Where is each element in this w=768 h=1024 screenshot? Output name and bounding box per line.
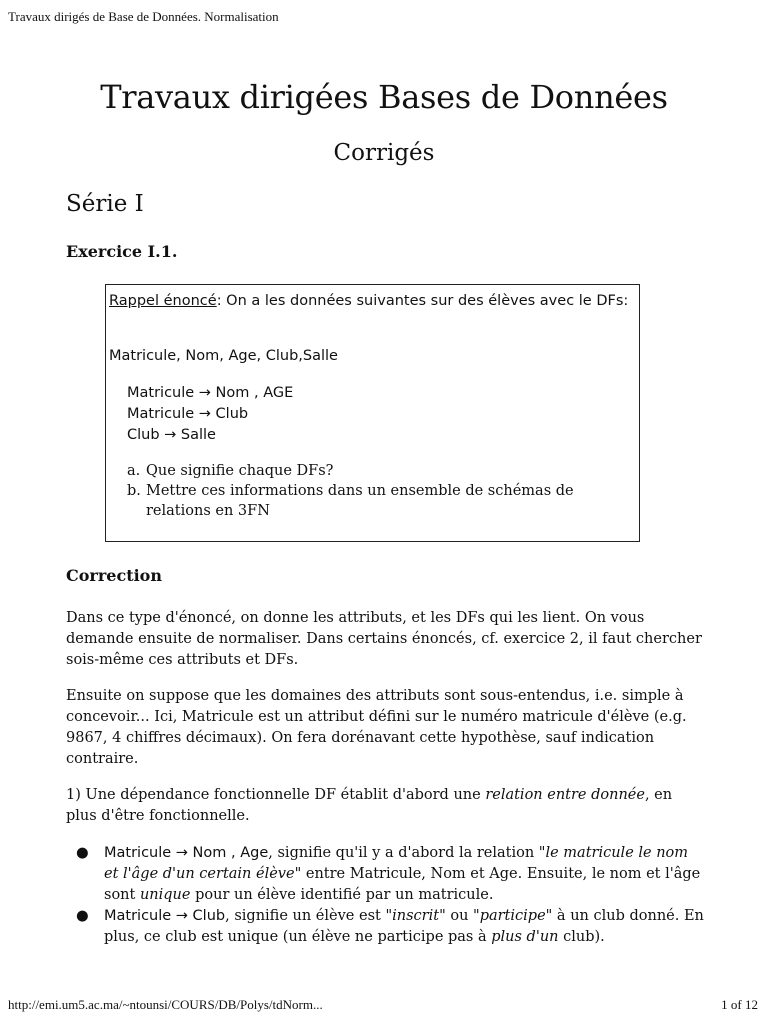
page-header-title: Travaux dirigés de Base de Données. Normalisation bbox=[8, 9, 279, 24]
bullet-italic-segment: inscrit bbox=[392, 908, 440, 924]
correction-paragraph-3 bbox=[66, 785, 706, 827]
bullet-text-segment: , signifie qu'il y a d'abord la relation " bbox=[268, 845, 546, 861]
dependency-item: Matricule → Club bbox=[127, 406, 249, 422]
footer-page-indicator: 1 of 12 bbox=[721, 997, 758, 1012]
dependency-item: Matricule → Nom , AGE bbox=[127, 385, 294, 401]
bullet-italic-segment: plus d'un bbox=[491, 929, 559, 945]
bullet-dependency: Matricule → Nom , Age bbox=[104, 845, 269, 861]
bullet-italic-segment: unique bbox=[139, 887, 191, 903]
paragraph-3-italic: relation entre donnée bbox=[485, 787, 645, 803]
bullet-text bbox=[104, 843, 706, 906]
bullet-text-segment: " à un club donné. En plus, ce club est unique (un élève ne participe pas à bbox=[104, 908, 704, 945]
paragraph-3-end: , en plus d'être fonctionnelle. bbox=[66, 787, 673, 824]
footer-url: http://emi.um5.ac.ma/~ntounsi/COURS/DB/Polys/tdNorm... bbox=[8, 997, 323, 1012]
section-heading: Série I bbox=[66, 191, 144, 217]
question-marker: a. bbox=[127, 463, 141, 479]
bullet-icon: ● bbox=[76, 845, 89, 861]
bullet-text-segment: pour un élève identifié par un matricule. bbox=[190, 887, 494, 903]
reminder-box bbox=[105, 284, 640, 542]
bullet-text bbox=[104, 906, 706, 948]
reminder-label: Rappel énoncé bbox=[109, 293, 217, 309]
bullet-italic-segment: participe bbox=[479, 908, 546, 924]
bullet-icon: ● bbox=[76, 908, 89, 924]
exercise-heading: Exercice I.1. bbox=[66, 242, 178, 261]
question-text: Que signifie chaque DFs? bbox=[146, 463, 334, 479]
dependency-list bbox=[127, 383, 293, 446]
list-item bbox=[76, 906, 706, 948]
dependency-item: Club → Salle bbox=[127, 427, 216, 443]
question-list bbox=[127, 461, 617, 521]
bullet-text-segment: club). bbox=[558, 929, 605, 945]
question-item bbox=[127, 481, 617, 521]
correction-paragraph-2: Ensuite on suppose que les domaines des attributs sont sous-entendus, i.e. simple à concevoir... Ici, Matricule est un attribut défini sur le numéro matricule d'élève (e.g. 9867, 4 chiffres décimaux). On fera dorénavant cette hypothèse, sauf indication contraire. bbox=[66, 688, 687, 767]
bullet-text-segment: " entre Matricule, Nom et Age. Ensuite, le nom et l'âge sont bbox=[104, 866, 701, 903]
reminder-intro-text: : On a les données suivantes sur des élèves avec le DFs: bbox=[216, 293, 629, 309]
list-item bbox=[76, 843, 706, 906]
bullet-text-segment: , signifie un élève est " bbox=[225, 908, 393, 924]
correction-heading: Correction bbox=[66, 566, 162, 585]
bullet-text-segment: " ou " bbox=[439, 908, 480, 924]
reminder-intro bbox=[109, 291, 635, 312]
paragraph-3-start: 1) Une dépendance fonctionnelle DF établit d'abord une bbox=[66, 787, 486, 803]
bullet-italic-segment: le matricule le nom et l'âge d'un certain élève bbox=[104, 845, 689, 882]
question-text: Mettre ces informations dans un ensemble de schémas de relations en 3FN bbox=[146, 483, 574, 519]
document-subtitle: Corrigés bbox=[333, 140, 435, 166]
question-item bbox=[127, 461, 617, 481]
dependency-explanations bbox=[76, 843, 706, 948]
document-title: Travaux dirigées Bases de Données bbox=[100, 78, 668, 116]
attribute-list: Matricule, Nom, Age, Club,Salle bbox=[109, 348, 338, 364]
correction-paragraph-1: Dans ce type d'énoncé, on donne les attributs, et les DFs qui les lient. On vous demande ensuite de normaliser. Dans certains énoncés, cf. exercice 2, il faut chercher sois-même ces attributs et DFs. bbox=[66, 610, 702, 668]
bullet-dependency: Matricule → Club bbox=[104, 908, 226, 924]
question-marker: b. bbox=[127, 483, 141, 499]
